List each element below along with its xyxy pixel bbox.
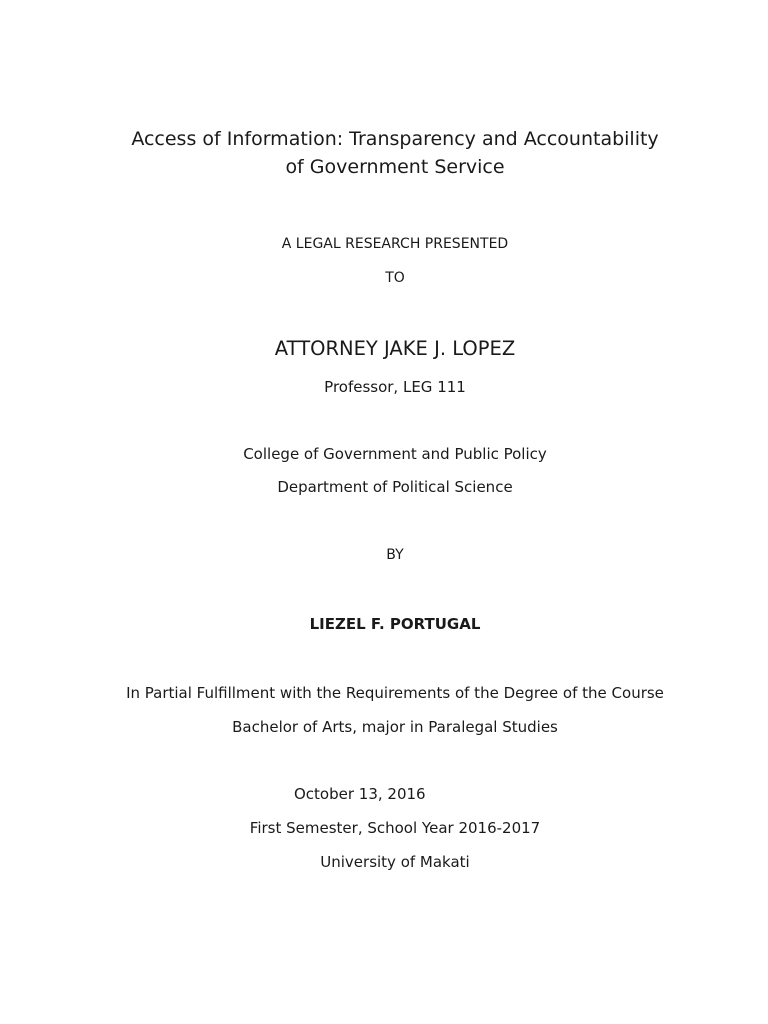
fulfillment-statement: In Partial Fulfillment with the Requirements of the Degree of the Course bbox=[126, 684, 664, 702]
document-title-line-2: of Government Service bbox=[285, 156, 505, 178]
presented-line: A LEGAL RESEARCH PRESENTED bbox=[281, 236, 509, 252]
degree-statement: Bachelor of Arts, major in Paralegal Studies bbox=[232, 718, 558, 736]
college-name: College of Government and Public Policy bbox=[243, 445, 547, 463]
department-name: Department of Political Science bbox=[277, 478, 513, 496]
document-title-line-1: Access of Information: Transparency and Accountability bbox=[131, 128, 659, 150]
professor-name: ATTORNEY JAKE J. LOPEZ bbox=[274, 337, 516, 360]
semester-info: First Semester, School Year 2016-2017 bbox=[249, 819, 541, 837]
by-label: BY bbox=[386, 547, 404, 563]
presented-to: TO bbox=[385, 270, 405, 286]
professor-role: Professor, LEG 111 bbox=[324, 378, 466, 396]
submission-date: October 13, 2016 bbox=[294, 785, 426, 803]
author-name: LIEZEL F. PORTUGAL bbox=[309, 615, 481, 633]
university-name: University of Makati bbox=[320, 853, 470, 871]
